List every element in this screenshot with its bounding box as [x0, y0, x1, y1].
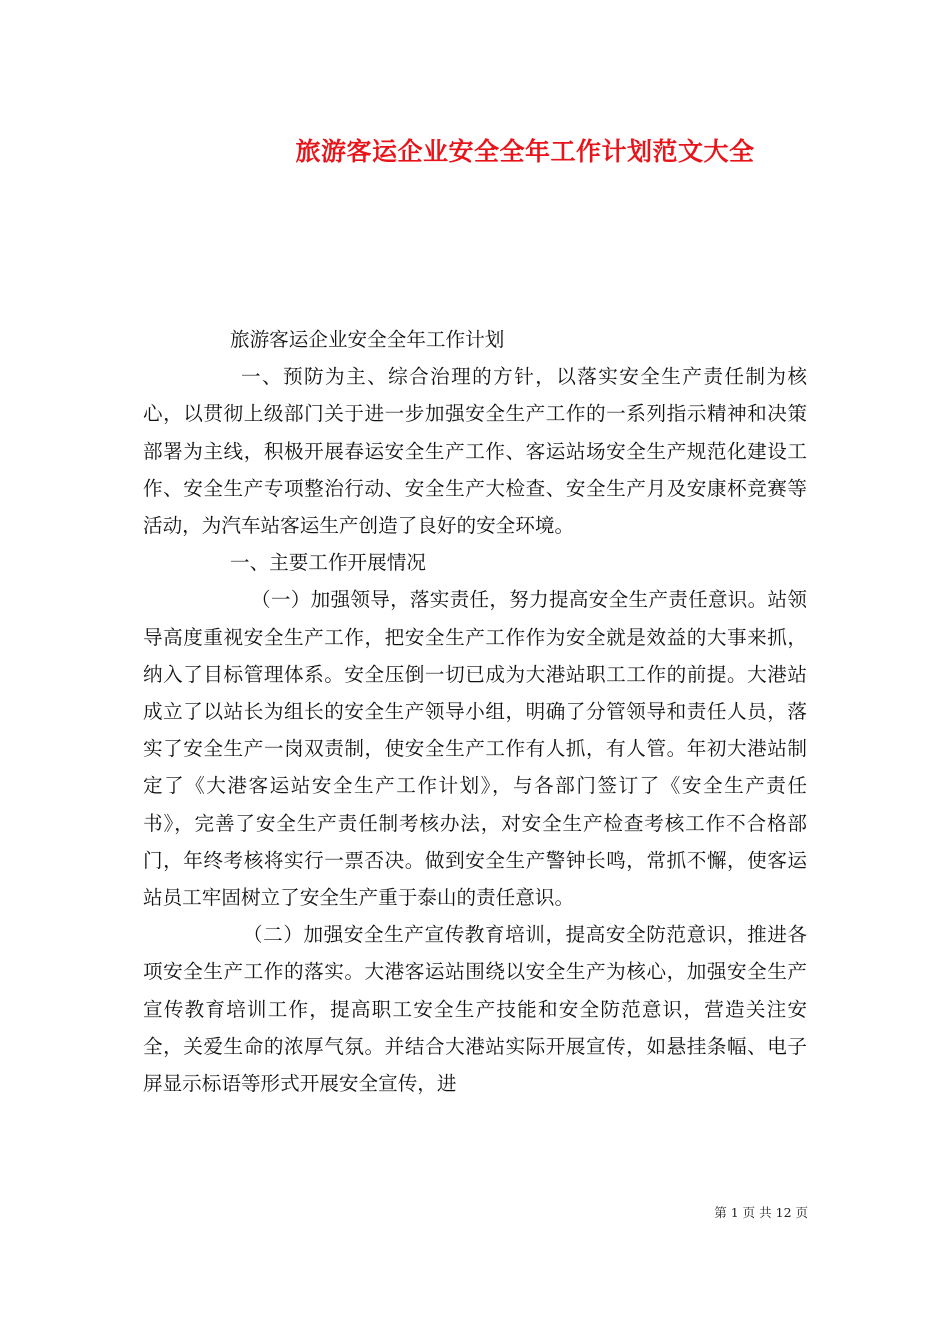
- section-heading: 一、主要工作开展情况: [230, 551, 426, 575]
- document-title: 旅游客运企业安全全年工作计划范文大全: [295, 137, 755, 166]
- paragraph-section-1: （一）加强领导，落实责任，努力提高安全生产责任意识。站领导高度重视安全生产工作，把安全生产工作作为安全就是效益的大事来抓，纳入了目标管理体系。安全压倒一切已成为大港站职工工作的前提。大港站成立了以站长为组长的安全生产领导小组，明确了分管领导和责任人员，落实了安全生产一岗双责制，使安全生产工作有人抓，有人管。年初大港站制定了《大港客运站安全生产工作计划》，与各部门签订了《安全生产责任书》，完善了安全生产责任制考核办法，对安全生产检查考核工作不合格部门，年终考核将实行一票否决。做到安全生产警钟长鸣，常抓不懈，使客运站员工牢固树立了安全生产重于泰山的责任意识。: [143, 588, 807, 910]
- paragraph-section-2: （二）加强安全生产宣传教育培训，提高安全防范意识，推进各项安全生产工作的落实。大港客运站围绕以安全生产为核心，加强安全生产宣传教育培训工作，提高职工安全生产技能和安全防范意识，营造关注安全，关爱生命的浓厚气氛。并结合大港站实际开展宣传，如悬挂条幅、电子屏显示标语等形式开展安全宣传，进: [143, 923, 807, 1096]
- document-body: [143, 321, 807, 1102]
- page-number-footer: 第 1 页 共 12 页: [714, 1205, 808, 1220]
- document-subtitle: 旅游客运企业安全全年工作计划: [230, 328, 505, 351]
- paragraph-intro: 一、预防为主、综合治理的方针，以落实安全生产责任制为核心，以贯彻上级部门关于进一步加强安全生产工作的一系列指示精神和决策部署为主线，积极开展春运安全生产工作、客运站场安全生产规范化建设工作、安全生产专项整治行动、安全生产大检查、安全生产月及安康杯竞赛等活动，为汽车站客运生产创造了良好的安全环境。: [143, 365, 807, 538]
